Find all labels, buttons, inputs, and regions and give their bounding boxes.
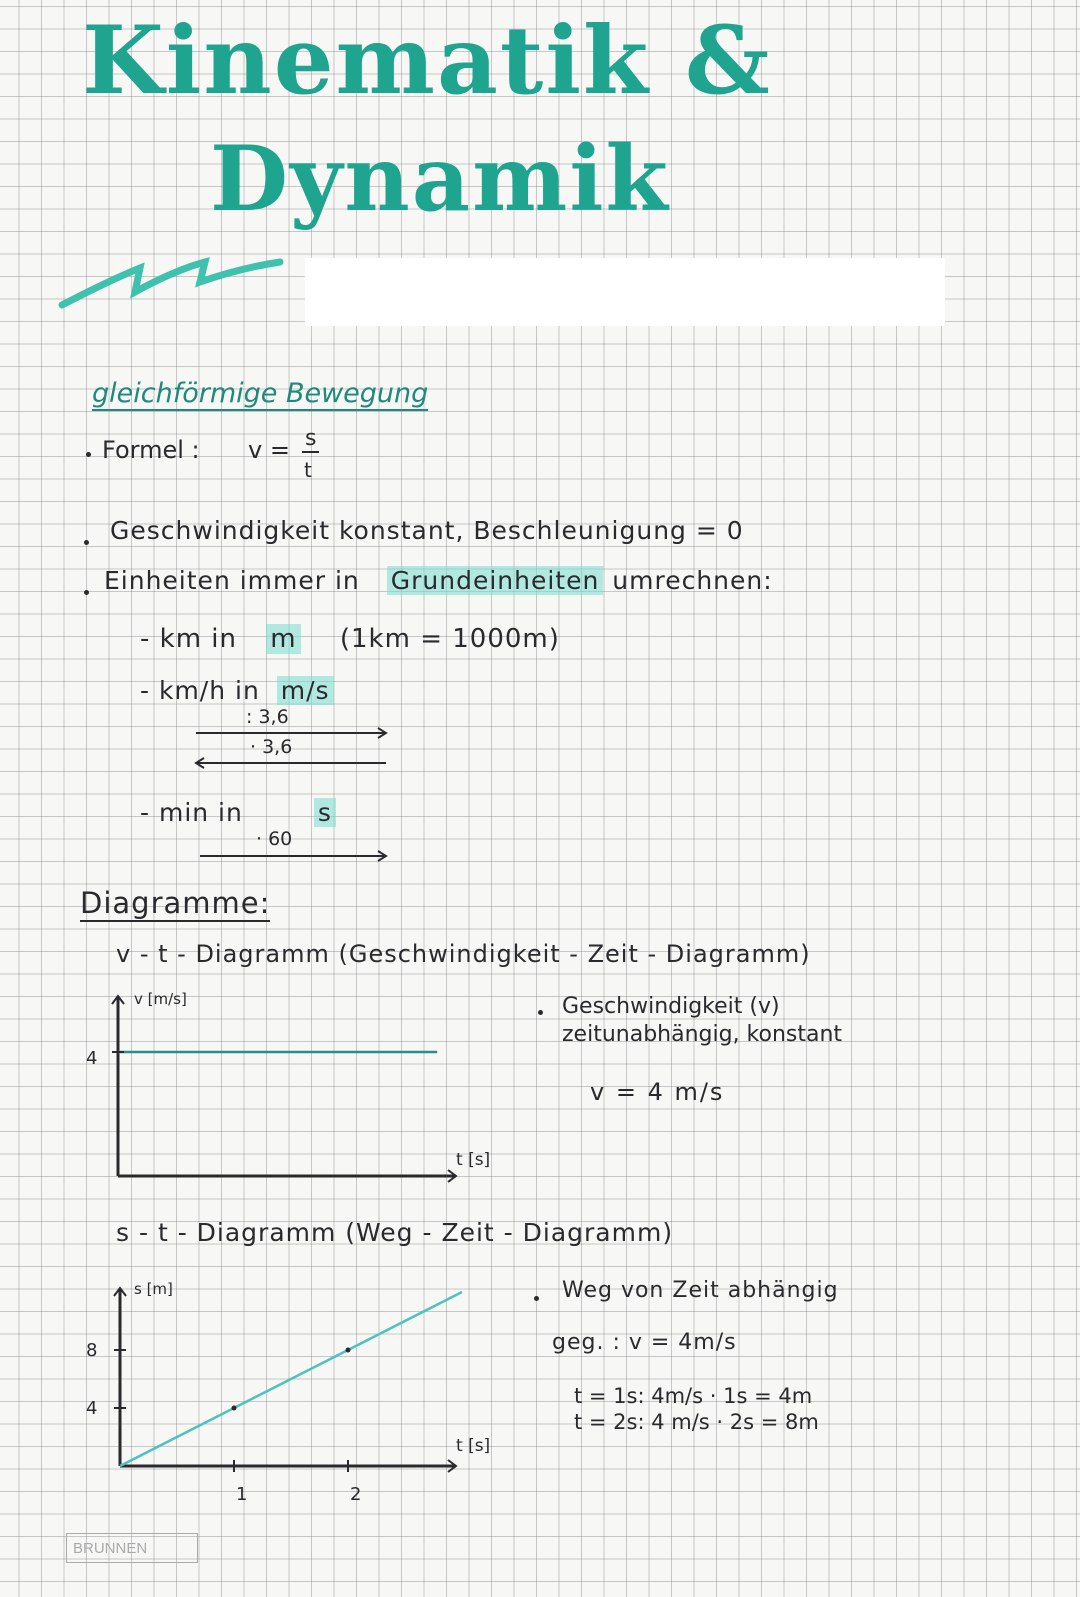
conv-km xyxy=(140,624,560,654)
st-title: s - t - Diagramm (Weg - Zeit - Diagramm) xyxy=(116,1218,674,1247)
conv-kmh-highlight: m/s xyxy=(277,676,334,705)
section-heading: gleichförmige Bewegung xyxy=(92,378,429,409)
x-axis-arrow xyxy=(448,1170,456,1182)
st-series-line xyxy=(348,1292,462,1350)
y-axis-arrow xyxy=(114,1288,126,1296)
st-xtick-1: 1 xyxy=(236,1484,248,1505)
conv-kmh xyxy=(140,676,334,705)
formula-label: Formel : xyxy=(102,436,200,464)
st-note-2: geg. : v = 4m/s xyxy=(552,1330,737,1355)
formula-numerator: s xyxy=(302,426,319,453)
bullet-constant: Geschwindigkeit konstant, Beschleunigung = 0 xyxy=(110,516,744,545)
title-line-1: Kinematik & xyxy=(82,6,772,116)
bullet-dot xyxy=(86,452,91,457)
conv-km-pre: - km in xyxy=(140,624,237,654)
vt-note-2: zeitunabhängig, konstant xyxy=(562,1022,843,1047)
st-ytick-4: 4 xyxy=(86,1398,98,1419)
diagrams-heading: Diagramme: xyxy=(80,886,271,920)
bullet-dot xyxy=(538,1010,543,1015)
st-note-4: t = 2s: 4 m/s · 2s = 8m xyxy=(574,1410,819,1434)
st-ylabel: s [m] xyxy=(134,1280,173,1298)
st-data-point xyxy=(232,1406,237,1411)
formula-denominator: t xyxy=(304,458,312,482)
conv-min-highlight: s xyxy=(314,798,336,827)
bullet-dot xyxy=(84,590,89,595)
conv-min-multiply: · 60 xyxy=(256,828,293,850)
vt-note-3: v = 4 m/s xyxy=(590,1078,725,1106)
conv-kmh-pre: - km/h in xyxy=(140,676,260,705)
st-note-1: Weg von Zeit abhängig xyxy=(562,1278,839,1303)
bullet-dot xyxy=(84,540,89,545)
vt-note-1: Geschwindigkeit (v) xyxy=(562,994,780,1019)
redacted-area xyxy=(305,258,945,326)
formula-lhs: v = xyxy=(248,436,290,464)
bullet-dot xyxy=(534,1296,539,1301)
st-ytick-8: 8 xyxy=(86,1340,98,1361)
y-axis-arrow xyxy=(112,996,124,1004)
bullet-units xyxy=(104,566,773,595)
st-xtick-2: 2 xyxy=(350,1484,362,1505)
vt-ylabel: v [m/s] xyxy=(134,990,187,1008)
st-note-3: t = 1s: 4m/s · 1s = 4m xyxy=(574,1384,813,1408)
vt-ytick-4: 4 xyxy=(86,1048,98,1069)
st-data-point xyxy=(346,1348,351,1353)
conv-km-highlight: m xyxy=(266,624,300,654)
conv-min-pre: - min in xyxy=(140,798,243,827)
title-line-2: Dynamik xyxy=(210,126,670,232)
brunnen-logo: BRUNNEN xyxy=(66,1533,198,1563)
st-series-line xyxy=(120,1408,234,1466)
st-xlabel: t [s] xyxy=(456,1436,491,1456)
conv-kmh-multiply: · 3,6 xyxy=(250,736,293,758)
st-series-line xyxy=(234,1350,348,1408)
units-text-post: umrechnen: xyxy=(612,566,773,595)
x-axis-arrow xyxy=(448,1460,456,1472)
conv-min xyxy=(140,798,336,827)
conv-km-note: (1km = 1000m) xyxy=(339,624,560,654)
vt-title: v - t - Diagramm (Geschwindigkeit - Zeit - Diagramm) xyxy=(116,940,811,968)
conv-kmh-divide: : 3,6 xyxy=(246,706,289,728)
vt-xlabel: t [s] xyxy=(456,1150,491,1170)
units-highlight: Grundeinheiten xyxy=(387,566,604,595)
units-text-pre: Einheiten immer in xyxy=(104,566,360,595)
